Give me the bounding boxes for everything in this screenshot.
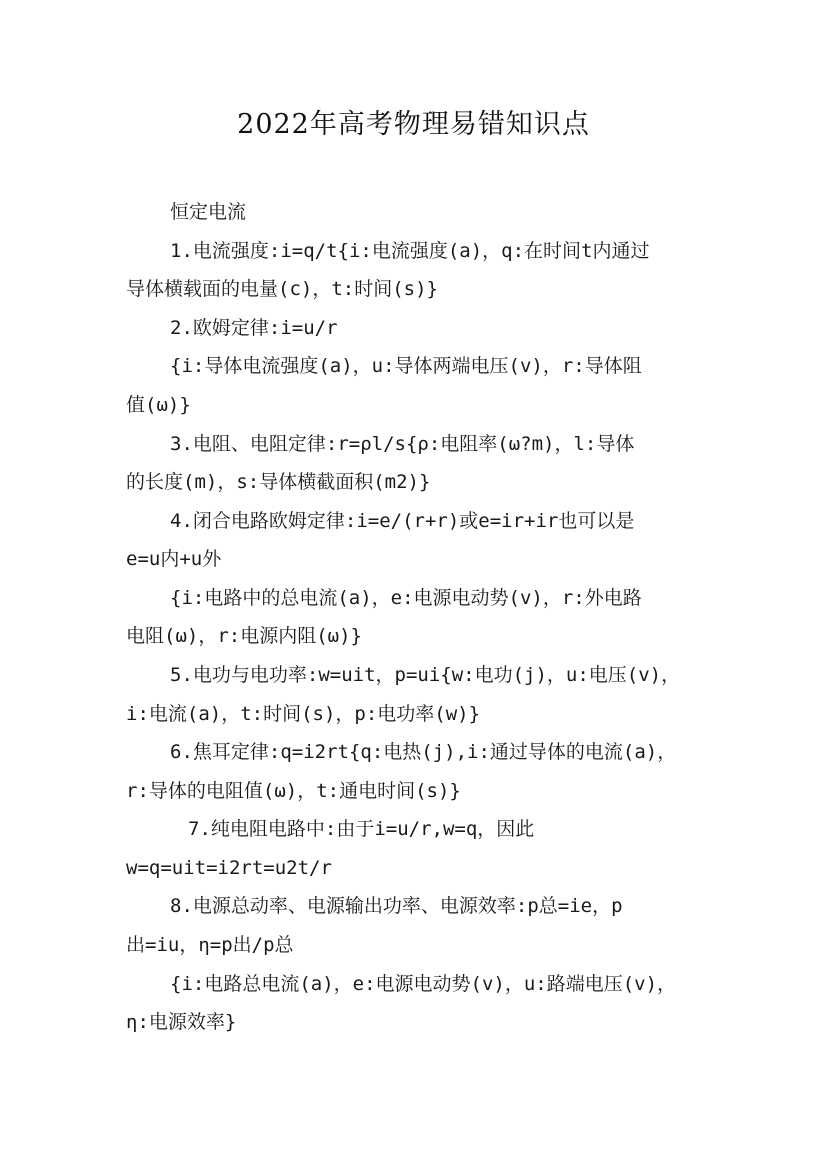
text-line: 8.电源总动率、电源输出功率、电源效率:p总=ie，p	[170, 895, 623, 917]
text-line: {i:电路总电流(a)，e:电源电动势(v)，u:路端电压(v)，	[170, 973, 677, 995]
text-line: 6.焦耳定律:q=i2rt{q:电热(j),i:通过导体的电流(a)，	[170, 741, 677, 763]
text-line: w=q=uit=i2rt=u2t/r	[126, 857, 332, 879]
text-line: 导体横载面的电量(c)，t:时间(s)}	[126, 278, 438, 300]
text-line: 3.电阻、电阻定律:r=ρl/s{ρ:电阻率(ω?m)，l:导体	[170, 433, 635, 455]
text-line: 值(ω)}	[126, 394, 191, 416]
text-line: 的长度(m)，s:导体横截面积(m2)}	[126, 471, 431, 493]
text-line: 出=iu，η=p出/p总	[126, 934, 294, 956]
text-line: 4.闭合电路欧姆定律:i=e/(r+r)或e=ir+ir也可以是	[170, 510, 635, 532]
text-line: i:电流(a)，t:时间(s)，p:电功率(w)}	[126, 703, 481, 725]
text-line: 2.欧姆定律:i=u/r	[170, 317, 338, 339]
text-line: {i:电路中的总电流(a)，e:电源电动势(v)，r:外电路	[170, 587, 642, 609]
text-line-justified	[188, 817, 698, 841]
page-title: 2022年高考物理易错知识点	[237, 109, 590, 140]
text-line: r:导体的电阻值(ω)，t:通电时间(s)}	[126, 780, 461, 802]
text-line: 7.纯电阻电路中:由于i=u/r,w=q，因此	[188, 818, 535, 840]
text-line: 电阻(ω)，r:电源内阻(ω)}	[126, 625, 362, 647]
text-line: η:电源效率}	[126, 1011, 237, 1033]
section-heading: 恒定电流	[170, 201, 247, 223]
text-line: 5.电功与电功率:w=uit，p=ui{w:电功(j)，u:电压(v)，	[170, 664, 681, 686]
text-line: {i:导体电流强度(a)，u:导体两端电压(v)，r:导体阻	[170, 355, 642, 377]
text-line: 1.电流强度:i=q/t{i:电流强度(a)，q:在时间t内通过	[170, 240, 650, 262]
text-line: e=u内+u外	[126, 548, 222, 570]
